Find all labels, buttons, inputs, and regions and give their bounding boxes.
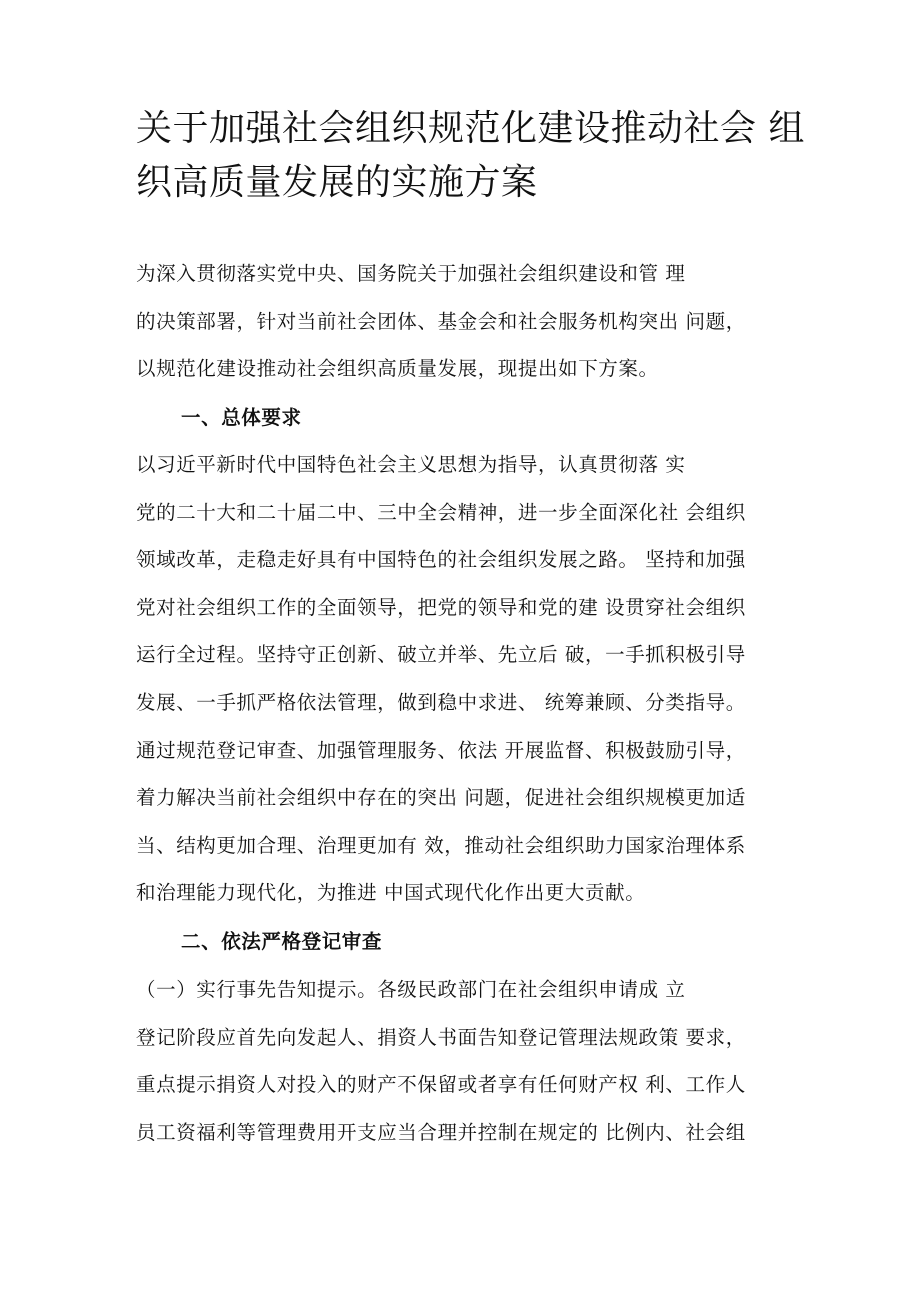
section-heading-general-requirements: 一、总体要求 [181,406,302,429]
title-line: 关于加强社会组织规范化建设推动社会 组 [136,108,805,149]
section-heading-registration-review: 二、依法严格登记审查 [181,930,383,953]
text-line: 重点提示捐资人对投入的财产不保留或者享有任何财产权 利、工作人 [136,1073,746,1097]
text-line: 党对社会组织工作的全面领导，把党的领导和党的建 设贯穿社会组织 [136,595,746,619]
text-line: 发展、一手抓严格依法管理，做到稳中求进、 统筹兼顾、分类指导。 [136,690,746,714]
text-line: 以规范化建设推动社会组织高质量发展，现提出如下方案。 [136,357,659,381]
text-line: 通过规范登记审查、加强管理服务、依法 开展监督、积极鼓励引导， [136,738,746,762]
intro-paragraph [136,250,836,393]
text-line: 着力解决当前社会组织中存在的突出 问题，促进社会组织规模更加适 [136,786,746,810]
text-line: 的决策部署，针对当前社会团体、基金会和社会服务机构突出 问题， [136,309,746,333]
text-line: 登记阶段应首先向发起人、捐资人书面告知登记管理法规政策 要求， [136,1025,746,1049]
text-line: 领域改革，走稳走好具有中国特色的社会组织发展之路。 坚持和加强 [136,548,746,572]
text-line: （一）实行事先告知提示。各级民政部门在社会组织申请成 立 [136,978,686,1001]
text-line: 运行全过程。坚持守正创新、破立并举、先立后 破，一手抓积极引导 [136,643,746,667]
text-line: 党的二十大和二十届二中、三中全会精神，进一步全面深化社 会组织 [136,500,746,524]
title-line: 织高质量发展的实施方案 [136,162,538,203]
text-line: 为深入贯彻落实党中央、国务院关于加强社会组织建设和管 理 [136,262,686,285]
document-title [136,102,816,210]
text-line: 当、结构更加合理、治理更加有 效，推动社会组织助力国家治理体系 [136,833,746,857]
text-line: 员工资福利等管理费用开支应当合理并控制在规定的 比例内、社会组 [136,1120,746,1144]
general-requirements-paragraph [136,441,836,917]
advance-notice-paragraph [136,966,836,1156]
text-line: 和治理能力现代化，为推进 中国式现代化作出更大贡献。 [136,881,646,905]
text-line: 以习近平新时代中国特色社会主义思想为指导，认真贯彻落 实 [136,453,686,476]
